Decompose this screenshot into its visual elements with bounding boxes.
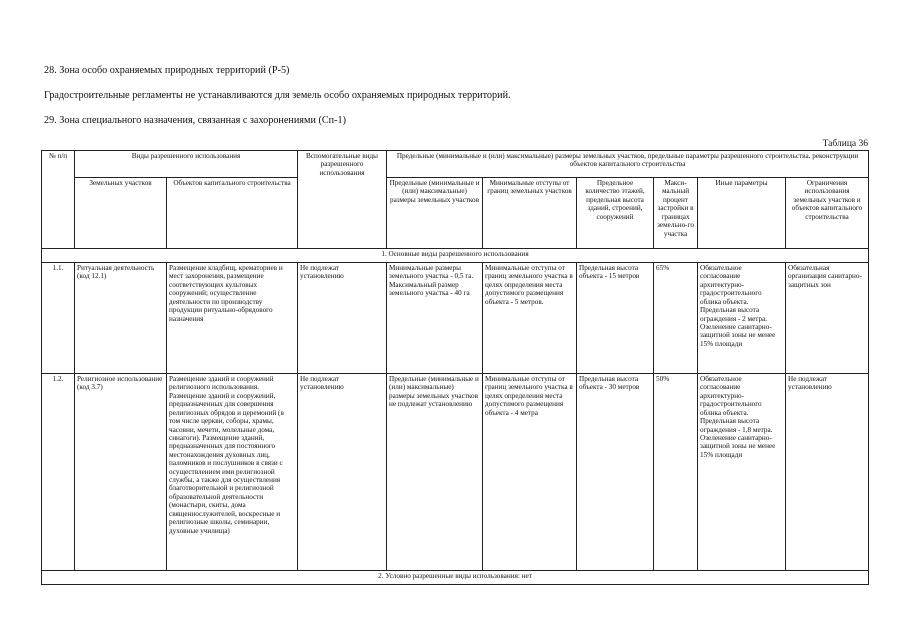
table-header-row-1: [42, 151, 869, 178]
header-floors: Предельное количество этажей, предельная высота зданий, строений, сооружений: [577, 178, 654, 249]
row-setbacks: Минимальные отступы от границ земельного участка в целях определения места допустимого размещения объекта - 5 метров.: [483, 263, 577, 374]
row-objects: Размещение кладбищ, крематориев и мест захоронения, размещение соответствующих культовых сооружений; осуществление деятельности по производству продукции ритуально-обрядового назначения: [167, 263, 298, 374]
header-setbacks: Минимальные отступы от границ земельных участков: [483, 178, 577, 249]
row-objects: Размещение зданий и сооружений религиозного использования. Размещение зданий и сооружений, предназначенных для совершения религиозных обрядов и церемоний (в том числе церкви, соборы, храмы, часовни, мечети, молельные дома, синагоги). Размещение зданий, предназначенных для постоянного местонахождения духовных лиц, паломников и послушников в связи с осуществлением ими религиозной службы, а также для осуществления благотворительной и религиозной образовательной деятельности (монастыри, скиты, дома священнослужителей, воскресные и религиозные школы, семинарии, духовные училища): [167, 374, 298, 571]
row-other: Обязательное согласование архитектурно-градостроительного облика объекта. Предельная высота ограждения - 2 метра. Озеленение санитарно-защитной зоны не менее 15% площади: [698, 263, 786, 374]
row-aux: Не подлежат установлению: [298, 263, 387, 374]
row-land-use: Ритуальная деятельность (код 12.1): [75, 263, 167, 374]
row-coverage: 65%: [654, 263, 698, 374]
header-plot-size: Предельные (минимальные и (или) максимальные) размеры земельных участков: [387, 178, 483, 249]
row-floors: Предельная высота объекта - 15 метров: [577, 263, 654, 374]
table-row: [42, 374, 869, 571]
zone-28-heading: 28. Зона особо охраняемых природных территорий (Р-5): [44, 65, 290, 76]
row-aux: Не подлежат установлению: [298, 374, 387, 571]
table-header-row-2: [42, 178, 869, 249]
section-row-main: [42, 249, 869, 263]
section-row-conditional: [42, 571, 869, 585]
row-other: Обязательное согласование архитектурно-градостроительного облика объекта. Предельная высота ограждения - 1,8 метра. Озеленение санитарно-защитной зоны не менее 15% площади: [698, 374, 786, 571]
header-num: № п/п: [42, 151, 75, 249]
row-setbacks: Минимальные отступы от границ земельного участка в целях определения места допустимого размещения объекта - 4 метра: [483, 374, 577, 571]
zone-29-heading: 29. Зона специального назначения, связанная с захоронениями (Сп-1): [44, 115, 346, 126]
header-limits: Предельные (минимальные и (или) максимальные) размеры земельных участков, предельные параметры разрешенного строительства, реконструкции объектов капитального строительства: [387, 151, 869, 178]
zone-28-note: Градостроительные регламенты не устанавливаются для земель особо охраняемых природных территорий.: [44, 90, 511, 101]
section-title: 2. Условно разрешенные виды использования: нет: [42, 571, 869, 585]
row-floors: Предельная высота объекта - 30 метров: [577, 374, 654, 571]
row-land-use: Религиозное использование (код 3.7): [75, 374, 167, 571]
header-land: Земельных участков: [75, 178, 167, 249]
header-aux: Вспомогательные виды разрешенного использования: [298, 151, 387, 249]
header-coverage: Макси-мальный процент застройки в границах земельно-го участка: [654, 178, 698, 249]
row-plot-size: Минимальные размеры земельного участка - 0,5 га. Максимальный размер земельного участка - 40 га: [387, 263, 483, 374]
row-restrictions: Обязательная организация санитарно-защитных зон: [786, 263, 869, 374]
row-plot-size: Предельные (минимальные и (или) максимальные) размеры земельных участков не подлежат установлению: [387, 374, 483, 571]
header-kinds: Виды разрешенного использования: [75, 151, 298, 178]
row-num: 1.1.: [42, 263, 75, 374]
header-restrictions: Ограничения использования земельных участков и объектов капитального строительства: [786, 178, 869, 249]
section-title: 1. Основные виды разрешенного использования: [42, 249, 869, 263]
row-coverage: 50%: [654, 374, 698, 571]
row-num: 1.2.: [42, 374, 75, 571]
table-row: [42, 263, 869, 374]
row-restrictions: Не подлежат установлению: [786, 374, 869, 571]
regulations-table: [41, 150, 869, 585]
table-caption: Таблица 36: [822, 139, 868, 149]
header-objects: Объектов капитального строительства: [167, 178, 298, 249]
header-other: Иные параметры: [698, 178, 786, 249]
